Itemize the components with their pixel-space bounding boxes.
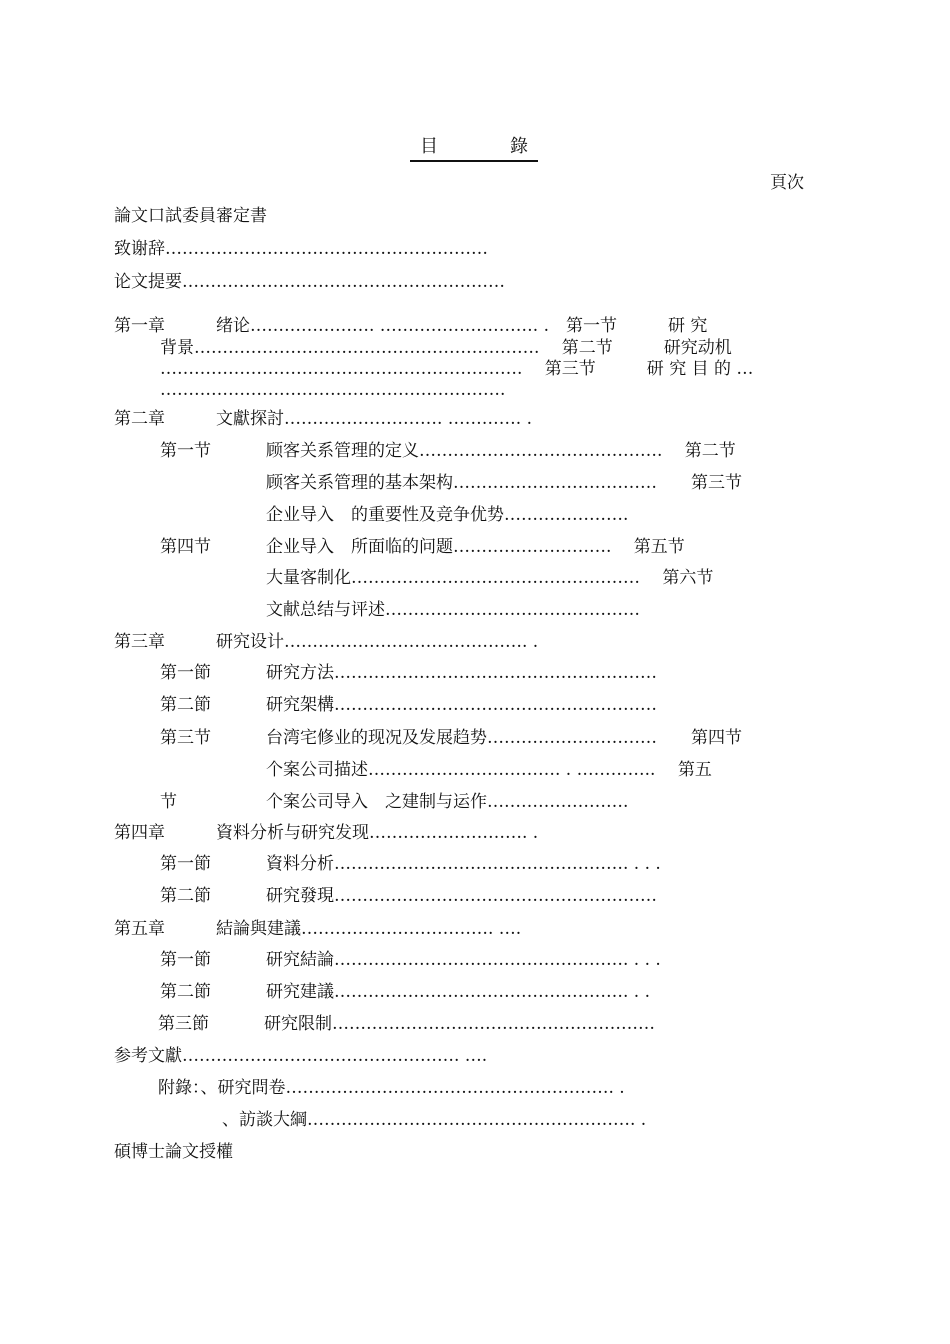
toc-section-number: 第一節	[160, 663, 211, 683]
toc-section-number: 第三节	[160, 728, 211, 748]
toc-entry-committee: 論文口試委員審定書	[114, 206, 267, 226]
toc-entry-abstract: 论文提要…………………………………………………	[114, 272, 505, 292]
toc-section-number: 第二節	[160, 886, 211, 906]
toc-chapter-1-line-3: ………………………………………………………. 第三节 研 究 目 的 …	[160, 359, 754, 379]
toc-title-char-1: 目	[420, 136, 438, 157]
toc-section-title: 研究發現…………………………………………………	[266, 886, 657, 906]
toc-section-number: 节	[160, 792, 177, 812]
page-column-label: 頁次	[770, 173, 804, 193]
toc-section-number: 第一節	[160, 854, 211, 874]
toc-chapter-1: 第一章 绪论…………………. ………………………. . 第一节 研 究	[114, 316, 708, 336]
toc-entry-authorization: 碩博士論文授權	[114, 1142, 233, 1162]
toc-section-title: 企业导入 的重要性及竞争优势………………….	[266, 505, 629, 525]
toc-section-number: 第三節	[158, 1014, 209, 1034]
toc-chapter-3: 第三章 研究设计……………………………………. .	[114, 632, 539, 652]
toc-appendix-2: 、訪談大綱…………………………………………………. .	[222, 1110, 647, 1130]
toc-chapter-5: 第五章 結論與建議……………………………. ….	[114, 919, 522, 939]
toc-title-char-2: 錄	[510, 136, 528, 157]
toc-section-title: 研究方法…………………………………………………	[266, 663, 657, 683]
toc-section-title: 顾客关系管理的定义……………………………………. 第二节	[266, 441, 736, 461]
toc-section-number: 第一節	[160, 950, 211, 970]
toc-section-title: 台湾宅修业的现况及发展趋势………………………… 第四节	[266, 728, 742, 748]
toc-section-title: 文献总结与评述………………………………………	[266, 600, 640, 620]
toc-chapter-1-line-4: …………………………………………………….	[160, 380, 506, 400]
toc-section-title: 个案公司描述……………………………. . ………….. 第五	[266, 760, 712, 780]
toc-section-number: 第二節	[160, 695, 211, 715]
toc-section-title: 研究限制…………………………………………………	[264, 1014, 655, 1034]
toc-chapter-2: 第二章 文獻探討………………………. …………. .	[114, 409, 533, 429]
toc-section-title: 研究結論……………………………………………. . . .	[266, 950, 661, 970]
toc-section-title: 大量客制化…………………………………………… 第六节	[266, 568, 714, 588]
toc-entry-thanks: 致谢辞…………………………………………………	[114, 239, 488, 259]
toc-title	[410, 132, 538, 158]
toc-section-title: 資料分析……………………………………………. . . .	[266, 854, 661, 874]
toc-chapter-1-line-2: 背景……………………………………………………. 第二节 研究动机	[160, 338, 732, 358]
toc-section-number: 第四节	[160, 537, 211, 557]
toc-section-number: 第二節	[160, 982, 211, 1002]
toc-entry-references: 参考文獻…………………………………………. ….	[114, 1046, 488, 1066]
title-underline	[410, 160, 538, 162]
toc-section-number: 第一节	[160, 441, 211, 461]
toc-chapter-4: 第四章 資料分析与研究发现………………………. .	[114, 823, 539, 843]
toc-section-title: 研究建議……………………………………………. . .	[266, 982, 651, 1002]
toc-section-title: 顾客关系管理的基本架构……………………………… 第三节	[266, 473, 742, 493]
toc-section-title: 研究架構…………………………………………………	[266, 695, 657, 715]
toc-section-title: 企业导入 所面临的问题………………………. 第五节	[266, 537, 685, 557]
toc-section-title: 个案公司导入 之建制与运作…………………….	[266, 792, 629, 812]
toc-appendix-1: 附錄：、研究問卷…………………………………………………. .	[158, 1078, 625, 1098]
